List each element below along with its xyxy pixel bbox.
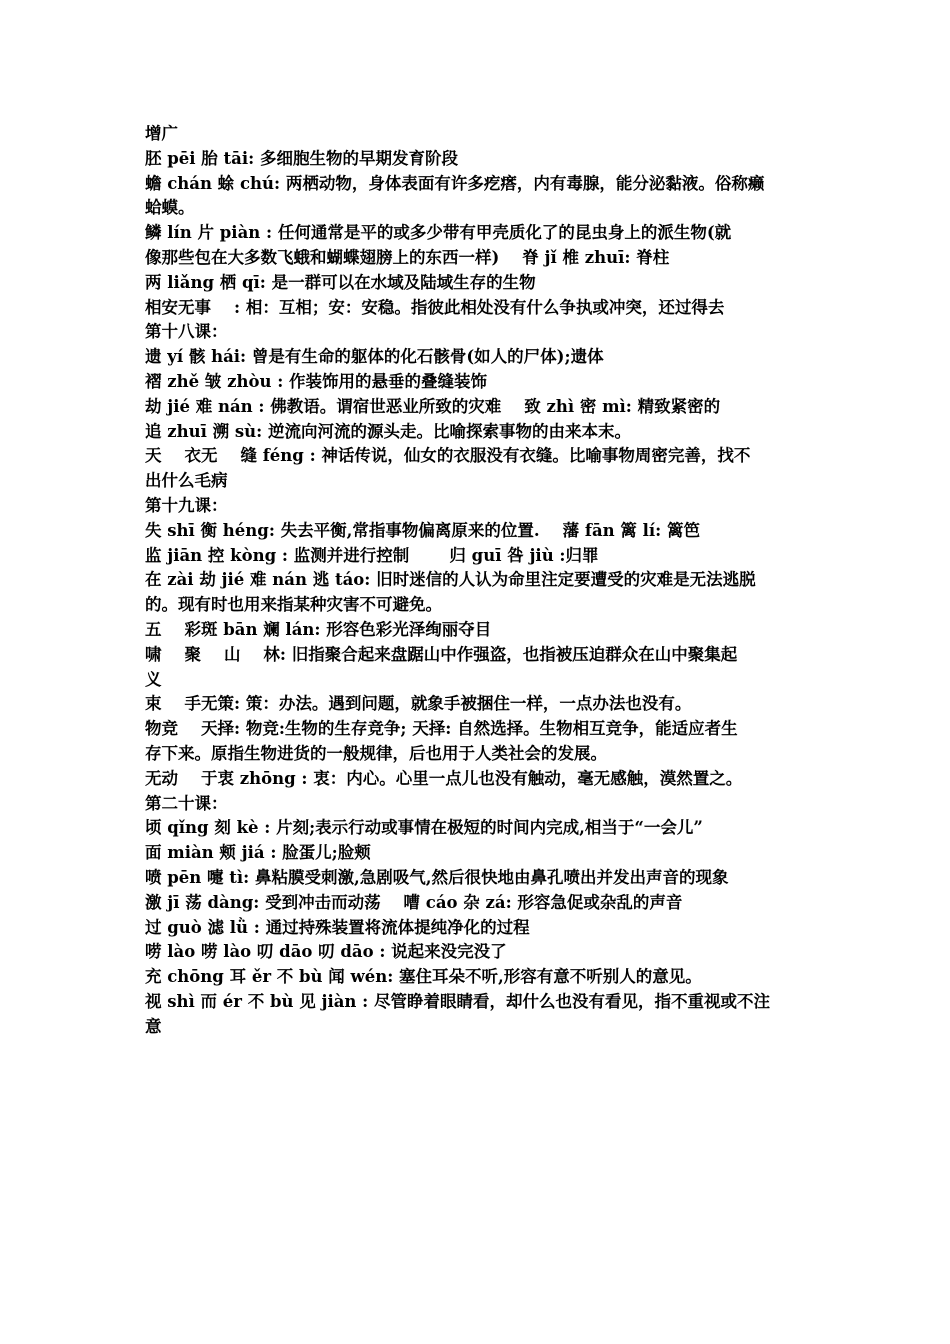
text-line: 过 guò 滤 lǜ : 通过持殊装置将流体提纯净化的过程	[145, 917, 530, 937]
text-line: 遗 yí 骸 hái: 曾是有生命的躯体的化石骸骨(如人的尸体);遗体	[145, 347, 604, 367]
text-line: 天 衣无 缝 féng : 神话传说，仙女的衣服没有衣缝。比喻事物周密完善，找不	[145, 446, 751, 466]
text-line: 面 miàn 颊 jiá : 脸蛋儿;脸颊	[145, 843, 371, 863]
text-line: 第二十课：	[145, 793, 228, 813]
text-line: 的。现有时也用来指某种灾害不可避免。	[145, 595, 442, 615]
text-line: 增广	[145, 124, 178, 143]
text-line: 存下来。原指生物进货的一般规律，后也用于人类社会的发展。	[145, 743, 607, 763]
text-line: 像那些包在大多数飞蛾和蝴蝶翅膀上的东西一样) 脊 jǐ 椎 zhuī: 脊柱	[145, 247, 670, 267]
text-line: 出什么毛病	[145, 471, 228, 491]
text-line: 胚 pēi 胎 tāi: 多细胞生物的早期发育阶段	[145, 148, 458, 168]
text-line: 束 手无策: 策：办法。遇到问题，就象手被捆住一样，一点办法也没有。	[145, 694, 692, 714]
text-line: 顷 qǐng 刻 kè : 片刻;表示行动或事情在极短的时间内完成,相当于“一会儿”	[145, 818, 703, 838]
text-line: 充 chōng 耳 ěr 不 bù 闻 wén: 塞住耳朵不听,形容有意不听别人的意见。	[145, 967, 702, 987]
text-line: 喷 pēn 嚏 tì: 鼻粘膜受刺激,急剧吸气,然后很快地由鼻孔喷出并发出声音的现象	[145, 867, 729, 887]
text-line: 义	[145, 669, 162, 689]
text-line: 劫 jié 难 nán : 佛教语。谓宿世恶业所致的灾难 致 zhì 密 mì: 精致紧密的	[145, 396, 721, 416]
text-line: 五 彩斑 bān 斓 lán: 形容色彩光泽绚丽夺目	[145, 619, 492, 639]
text-line: 第十九课：	[145, 495, 228, 515]
text-line: 唠 lào 唠 lào 叨 dāo 叨 dāo : 说起来没完没了	[145, 942, 507, 962]
text-line: 失 shī 衡 héng: 失去平衡,常指事物偏离原来的位置. 藩 fān 篱 lí: 篱笆	[145, 520, 701, 540]
text-line: 意	[145, 1016, 162, 1036]
text-line: 啸 聚 山 林: 旧指聚合起来盘踞山中作强盗，也指被压迫群众在山中聚集起	[145, 644, 738, 664]
text-line: 褶 zhě 皱 zhòu : 作装饰用的悬垂的叠缝装饰	[145, 371, 488, 391]
text-line: 激 jī 荡 dàng: 受到冲击而动荡 嘈 cáo 杂 zá: 形容急促或杂乱的声音	[145, 892, 683, 912]
text-line: 鳞 lín 片 piàn : 任何通常是平的或多少带有甲壳质化了的昆虫身上的派生物(就	[145, 223, 732, 243]
text-line: 无动 于衷 zhōng : 衷：内心。心里一点儿也没有触动，毫无感触，漠然置之。	[145, 768, 743, 788]
text-line: 视 shì 而 ér 不 bù 见 jiàn : 尽管睁着眼睛看，却什么也没有看见，指不重视或不注	[145, 991, 770, 1011]
text-line: 蛤蟆。	[145, 198, 195, 218]
text-line: 两 liǎng 栖 qī: 是一群可以在水域及陆域生存的生物	[145, 272, 536, 292]
text-line: 第十八课：	[145, 322, 228, 342]
text-line: 蟾 chán 蜍 chú: 两栖动物，身体表面有许多疙瘩，内有毒腺，能分泌黏液。俗称癞	[145, 173, 765, 193]
text-line: 监 jiān 控 kòng : 监测并进行控制 归 guī 咎 jiù :归罪	[145, 545, 599, 565]
text-line: 追 zhuī 溯 sù: 逆流向河流的源头走。比喻探索事物的由来本末。	[145, 421, 631, 441]
document-body	[145, 122, 813, 1039]
text-line: 在 zài 劫 jié 难 nán 逃 táo: 旧时迷信的人认为命里注定要遭受的灾难是无法逃脱	[145, 570, 756, 590]
text-line: 物竞 天择: 物竞:生物的生存竞争; 天择: 自然选择。生物相互竞争，能适应者生	[145, 719, 738, 739]
text-line: 相安无事 : 相：互相；安：安稳。指彼此相处没有什么争执或冲突，还过得去	[145, 297, 725, 317]
